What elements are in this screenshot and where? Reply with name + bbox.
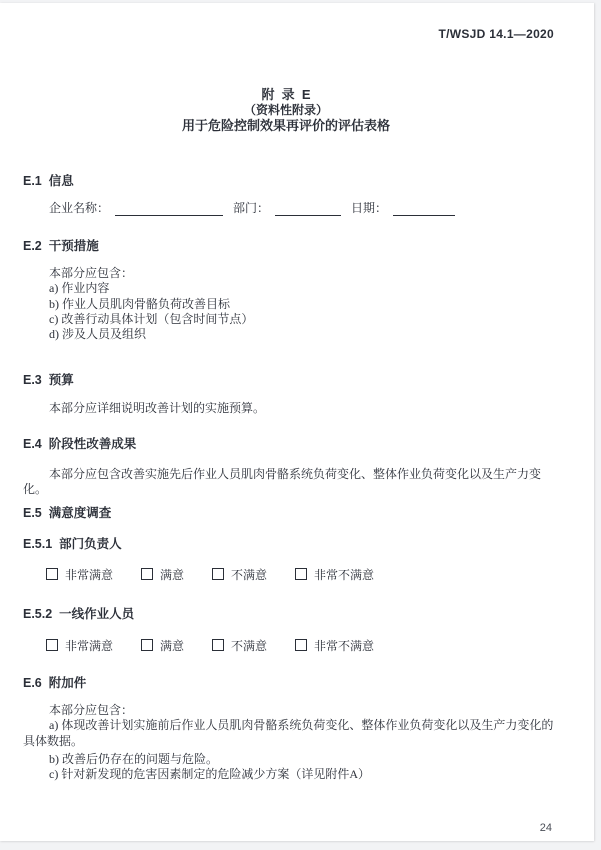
option-unsatisfied [212, 566, 267, 583]
checkbox-icon[interactable] [141, 639, 153, 651]
option-label: 非常满意 [65, 568, 114, 582]
section-e51-heading: E.5.1 部门负责人 [23, 537, 122, 551]
section-e52-heading: E.5.2 一线作业人员 [23, 607, 135, 621]
option-label: 不满意 [231, 568, 268, 582]
e6-item-c: c) 针对新发现的危害因素制定的危险减少方案（详见附件A） [49, 767, 370, 782]
section-e5-heading: E.5 满意度调查 [23, 506, 112, 520]
option-label: 非常不满意 [314, 568, 375, 582]
option-label: 满意 [160, 639, 185, 653]
checkbox-icon[interactable] [212, 568, 224, 580]
section-e3-heading: E.3 预算 [23, 373, 74, 387]
e6-item-a: a) 体现改善计划实施前后作业人员肌肉骨骼系统负荷变化、整体作业负荷变化以及生产力变化的具体数据。 [23, 718, 554, 748]
e4-paragraph: 本部分应包含改善实施先后作业人员肌肉骨骼系统负荷变化、整体作业负荷变化以及生产力变化。 [23, 467, 542, 497]
satisfaction-options-manager [46, 566, 399, 583]
page-number: 24 [539, 822, 552, 834]
e6-item-b: b) 改善后仍存在的问题与危险。 [49, 751, 218, 766]
option-unsatisfied [212, 637, 267, 654]
company-name-label: 企业名称： [49, 201, 110, 215]
appendix-subtitle: 用于危险控制效果再评价的评估表格 [181, 118, 390, 133]
document-page [0, 3, 594, 841]
section-e4-heading: E.4 阶段性改善成果 [23, 437, 137, 451]
e2-item-d: d) 涉及人员及组织 [49, 327, 146, 342]
checkbox-icon[interactable] [141, 568, 153, 580]
checkbox-icon[interactable] [295, 568, 307, 580]
option-label: 非常满意 [65, 639, 114, 653]
department-field[interactable] [275, 203, 341, 216]
e6-intro: 本部分应包含： [49, 703, 134, 717]
option-very-unsatisfied [295, 637, 374, 654]
section-e2-body [23, 266, 554, 342]
appendix-title-block [23, 87, 549, 134]
option-very-satisfied [46, 637, 113, 654]
department-label: 部门： [233, 201, 270, 215]
date-label: 日期： [351, 201, 388, 215]
checkbox-icon[interactable] [212, 639, 224, 651]
option-very-unsatisfied [295, 566, 374, 583]
section-e4-body [23, 467, 564, 498]
section-e6-heading: E.6 附加件 [23, 676, 87, 690]
e2-item-a: a) 作业内容 [49, 281, 110, 296]
e2-item-b: b) 作业人员肌肉骨骼负荷改善目标 [49, 296, 230, 311]
date-field[interactable] [393, 203, 455, 216]
appendix-type: （资料性附录） [243, 102, 328, 117]
checkbox-icon[interactable] [295, 639, 307, 651]
option-label: 不满意 [231, 639, 268, 653]
section-e3-body [23, 401, 564, 416]
section-e2-heading: E.2 干预措施 [23, 239, 99, 253]
standard-number: T/WSJD 14.1—2020 [438, 27, 554, 41]
option-satisfied [141, 637, 184, 654]
checkbox-icon[interactable] [46, 639, 58, 651]
option-label: 非常不满意 [314, 639, 375, 653]
e2-intro: 本部分应包含： [49, 266, 134, 280]
company-name-field[interactable] [115, 203, 223, 216]
section-e1-heading: E.1 信息 [23, 174, 74, 188]
option-satisfied [141, 566, 184, 583]
appendix-title: 附 录 E [261, 87, 311, 102]
satisfaction-options-workers [46, 637, 399, 654]
section-e6-body [23, 703, 556, 782]
checkbox-icon[interactable] [46, 568, 58, 580]
e2-item-c: c) 改善行动具体计划（包含时间节点） [49, 311, 254, 326]
info-form-row [49, 199, 455, 216]
e3-paragraph: 本部分应详细说明改善计划的实施预算。 [49, 401, 266, 415]
option-very-satisfied [46, 566, 113, 583]
option-label: 满意 [160, 568, 185, 582]
